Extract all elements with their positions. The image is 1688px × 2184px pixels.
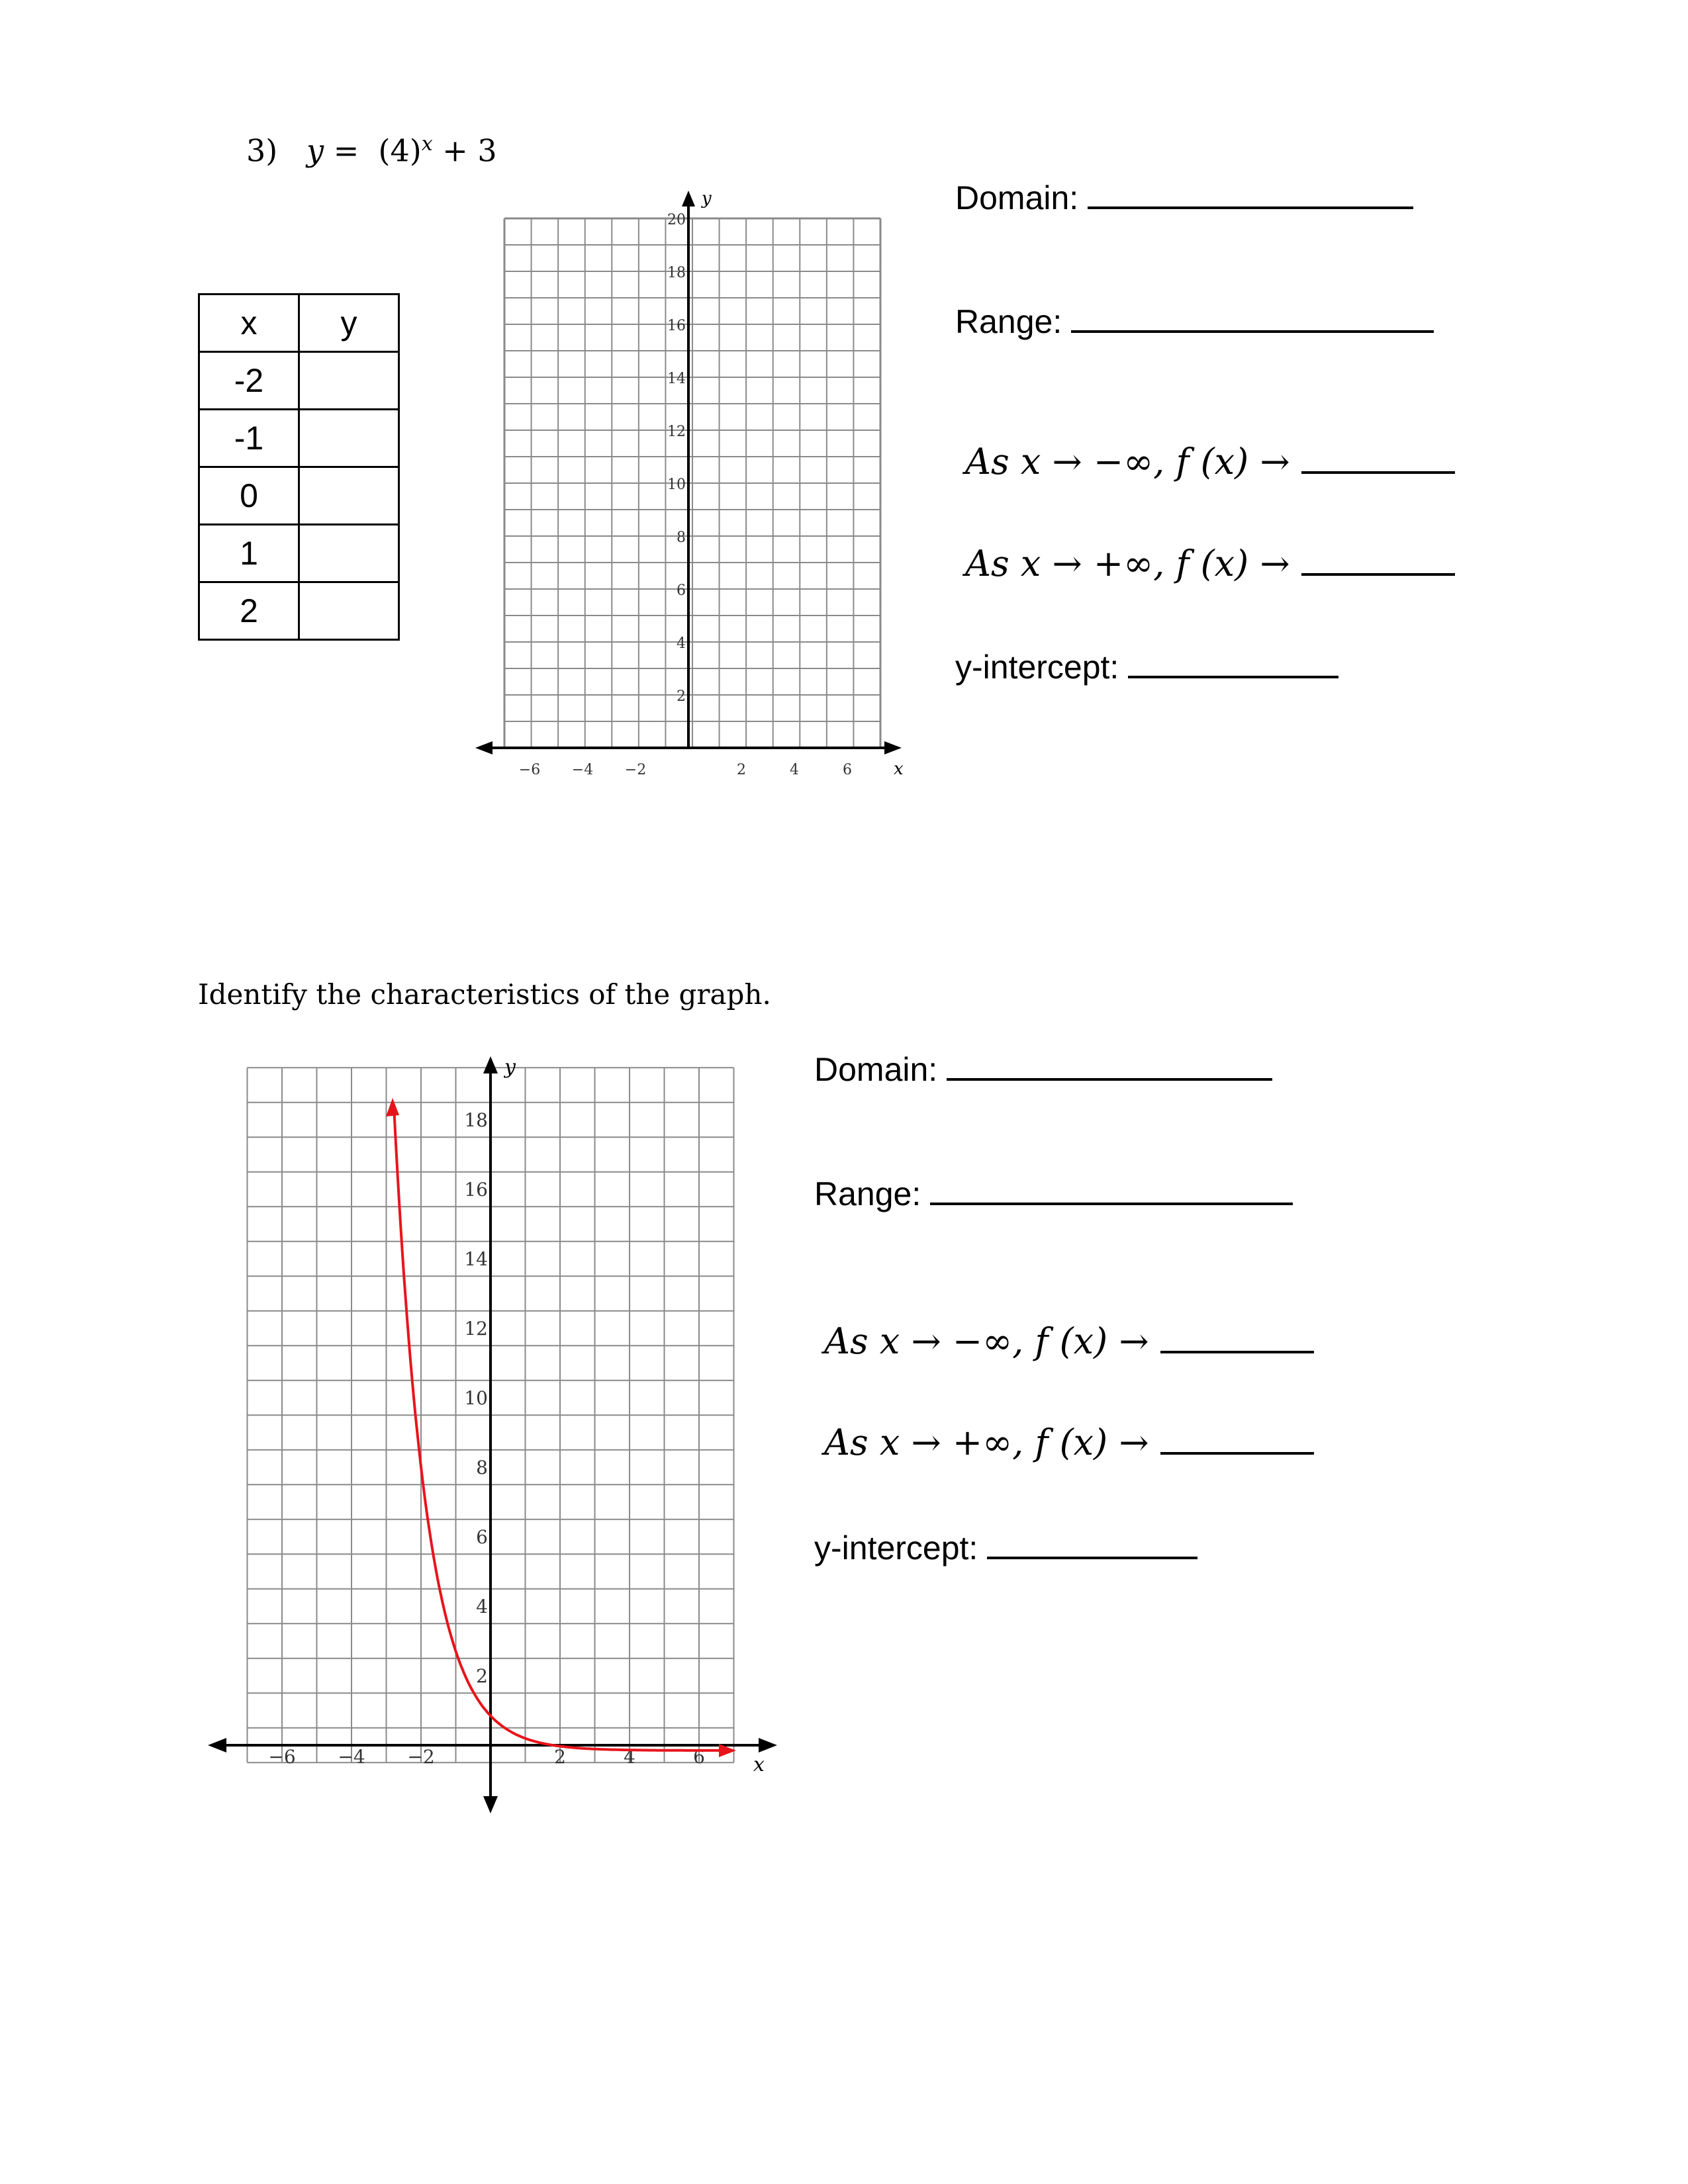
equation-y: y <box>306 132 324 169</box>
blank-coordinate-grid[interactable] <box>463 179 927 774</box>
x-tick-label: −2 <box>624 762 647 774</box>
table-header-x: x <box>199 295 299 352</box>
y-axis-label: y <box>504 1056 516 1079</box>
end-behavior-negative-label: As x → −∞, f (x) → <box>965 441 1290 482</box>
y-tick-label: 18 <box>667 265 686 281</box>
axes <box>208 1056 777 1813</box>
y-tick-label: 8 <box>677 529 686 546</box>
table-cell-x: -2 <box>199 352 299 410</box>
end-behavior-negative <box>965 441 1455 482</box>
y-tick-label: 20 <box>667 212 686 228</box>
problem-number: 3) <box>246 132 278 169</box>
range-answer <box>955 301 1434 341</box>
equation-equals: = <box>333 132 359 169</box>
x-tick-label: −4 <box>571 762 594 774</box>
table-row <box>199 467 399 525</box>
range-label: Range: <box>814 1175 921 1212</box>
y-tick-label: 4 <box>677 635 686 652</box>
equation-base: (4) <box>378 132 422 169</box>
x-axis-left-arrow-icon <box>475 741 492 754</box>
x-axis-left-arrow-icon <box>208 1738 226 1752</box>
table-header-row <box>199 295 399 352</box>
y-tick-label: 8 <box>476 1457 488 1479</box>
table-cell-y[interactable] <box>299 410 399 467</box>
end-behavior-positive <box>965 543 1455 584</box>
x-axis-label: x <box>894 759 904 774</box>
y-tick-label: 16 <box>667 318 686 334</box>
y-intercept-label: y-intercept: <box>814 1529 978 1567</box>
xy-table <box>198 293 400 641</box>
x-tick-label: −6 <box>268 1746 296 1768</box>
table-cell-y[interactable] <box>299 525 399 582</box>
y-tick-labels <box>667 212 686 705</box>
domain-label: Domain: <box>955 179 1079 216</box>
table-cell-x: 2 <box>199 582 299 640</box>
section-2-instruction: Identify the characteristics of the graph. <box>198 978 771 1011</box>
y-tick-label: 2 <box>476 1665 488 1687</box>
x-tick-label: −4 <box>338 1746 365 1768</box>
end-behavior-negative-label: As x → −∞, f (x) → <box>824 1320 1149 1362</box>
range-blank[interactable] <box>930 1173 1293 1205</box>
y-intercept-answer-2 <box>814 1527 1197 1567</box>
x-tick-label: −6 <box>518 762 541 774</box>
problem-3-equation <box>246 132 497 168</box>
domain-answer <box>955 177 1413 217</box>
table-header-y: y <box>299 295 399 352</box>
y-tick-label: 2 <box>677 688 686 705</box>
y-intercept-answer <box>955 647 1338 686</box>
equation-exponent: x <box>421 132 433 156</box>
x-axis-right-arrow-icon <box>884 741 902 754</box>
axes <box>475 191 902 754</box>
table-row <box>199 582 399 640</box>
x-tick-labels <box>519 762 852 774</box>
range-blank[interactable] <box>1071 301 1434 333</box>
end-behavior-positive-label: As x → +∞, f (x) → <box>824 1422 1149 1463</box>
y-tick-labels <box>464 1109 488 1687</box>
y-tick-label: 12 <box>667 424 686 440</box>
x-tick-label: 2 <box>737 762 746 774</box>
x-tick-label: 4 <box>624 1746 635 1768</box>
range-answer-2 <box>814 1173 1293 1213</box>
y-tick-label: 12 <box>464 1318 488 1340</box>
table-cell-x: 1 <box>199 525 299 582</box>
domain-answer-2 <box>814 1049 1272 1089</box>
y-tick-label: 16 <box>464 1179 488 1201</box>
table-cell-x: -1 <box>199 410 299 467</box>
end-behavior-positive-label: As x → +∞, f (x) → <box>965 543 1290 584</box>
x-tick-label: 6 <box>843 762 852 774</box>
y-axis-down-arrow-icon <box>483 1796 498 1813</box>
domain-label: Domain: <box>814 1051 938 1088</box>
end-behavior-positive-blank[interactable] <box>1160 1423 1314 1455</box>
y-tick-label: 14 <box>464 1248 488 1270</box>
x-tick-label: 4 <box>790 762 799 774</box>
curve-up-arrow-icon <box>386 1098 399 1116</box>
y-tick-label: 4 <box>476 1596 488 1617</box>
y-tick-label: 10 <box>667 477 686 493</box>
grid-lines <box>504 218 880 748</box>
end-behavior-negative-blank[interactable] <box>1160 1322 1314 1353</box>
x-tick-label: 6 <box>693 1746 705 1768</box>
table-row <box>199 525 399 582</box>
x-axis-right-arrow-icon <box>759 1738 777 1752</box>
y-tick-label: 18 <box>464 1109 488 1131</box>
x-tick-label: 2 <box>554 1746 566 1768</box>
equation-plus-term: + 3 <box>442 132 497 169</box>
y-axis-arrow-icon <box>682 191 695 206</box>
y-tick-label: 6 <box>476 1526 488 1548</box>
domain-blank[interactable] <box>947 1049 1272 1081</box>
range-label: Range: <box>955 303 1062 340</box>
y-tick-label: 6 <box>677 582 686 599</box>
domain-blank[interactable] <box>1088 177 1413 209</box>
y-intercept-blank[interactable] <box>1128 647 1338 678</box>
end-behavior-negative-2 <box>824 1320 1314 1362</box>
y-intercept-blank[interactable] <box>987 1527 1197 1559</box>
table-cell-y[interactable] <box>299 467 399 525</box>
x-axis-label: x <box>753 1753 765 1776</box>
exponential-graph <box>199 1046 794 1840</box>
y-tick-label: 10 <box>464 1387 488 1409</box>
table-row <box>199 352 399 410</box>
y-tick-label: 14 <box>667 371 686 387</box>
table-cell-x: 0 <box>199 467 299 525</box>
x-tick-label: −2 <box>407 1746 435 1768</box>
y-intercept-label: y-intercept: <box>955 649 1119 686</box>
end-behavior-positive-blank[interactable] <box>1301 544 1455 576</box>
table-cell-y[interactable] <box>299 352 399 410</box>
table-cell-y[interactable] <box>299 582 399 640</box>
end-behavior-negative-blank[interactable] <box>1301 442 1455 474</box>
y-axis-label: y <box>702 189 712 208</box>
y-axis-up-arrow-icon <box>483 1056 498 1073</box>
end-behavior-positive-2 <box>824 1422 1314 1463</box>
table-row <box>199 410 399 467</box>
